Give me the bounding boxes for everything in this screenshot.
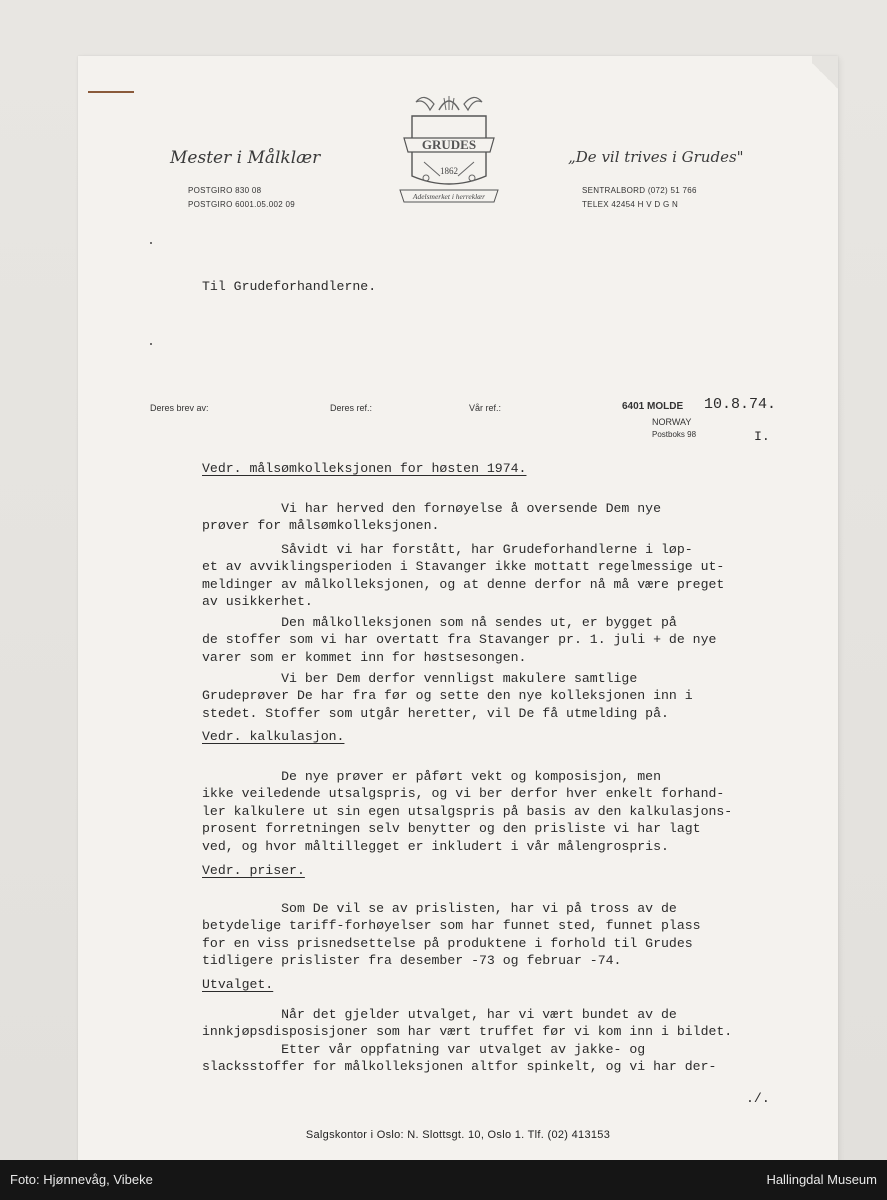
photo-credit: Foto: Hjønnevåg, Vibeke (10, 1172, 153, 1187)
postgiro-2: POSTGIRO 6001.05.002 09 (188, 200, 295, 209)
heading-malsom: Vedr. målsømkolleksjonen for høsten 1974. (202, 461, 527, 476)
paragraph-7: Når det gjelder utvalget, har vi vært bundet av de innkjøpsdisposisjoner som har vært truffet før vi kom inn i bildet. Etter vår oppfatning var utvalget av jakke- og slacksstoffer for målkolleksjonen altfor spinkelt, og vi har der- (202, 1007, 733, 1075)
sentralbord: SENTRALBORD (072) 51 766 (582, 186, 697, 195)
paragraph-6: Som De vil se av prislisten, har vi på tross av de betydelige tariff-forhøyelser som har funnet sted, funnet plass for en viss prisnedsettelse på produktene i forhold til Grudes tidligere prislister fra desember -73 og februar -74. (202, 901, 701, 969)
deres-ref-label: Deres ref.: (330, 403, 373, 413)
corner-fold (812, 56, 838, 96)
telex: TELEX 42454 H V D G N (582, 200, 679, 209)
continue-mark: ./. (746, 1091, 770, 1106)
recipient: Til Grudeforhandlerne. (202, 279, 377, 294)
postcode-city: 6401 MOLDE (622, 401, 684, 412)
paragraph-3: Den målkolleksjonen som nå sendes ut, er bygget på de stoffer som vi har overtatt fra Stavanger pr. 1. juli + de nye varer som er kommet inn for høstsesongen. (202, 615, 717, 665)
heading-kalkulasjon: Vedr. kalkulasjon. (202, 729, 345, 744)
postgiro-1: POSTGIRO 830 08 (188, 186, 262, 195)
postboks: Postboks 98 (652, 430, 697, 439)
logo-year: 1862 (440, 166, 458, 176)
punch-dot (150, 242, 152, 244)
grudes-logo (394, 88, 504, 212)
letter-date: 10.8.74. (704, 396, 777, 413)
punch-dot (150, 343, 152, 345)
paragraph-2: Såvidt vi har forstått, har Grudeforhandlerne i løp- et av avviklingsperioden i Stavanger ikke mottatt regelmessige ut- meldinger av målkolleksjonen, og at denne derfor nå må være preget av usikkerhet. (202, 542, 725, 610)
deres-brev-label: Deres brev av: (150, 403, 209, 413)
letter-page (78, 56, 838, 1164)
photo-caption-bar (0, 1160, 887, 1200)
page-number: I. (754, 429, 770, 444)
logo-ribbon: Adelsmerket i herreklær (412, 192, 486, 201)
var-ref-label: Vår ref.: (469, 403, 502, 413)
paragraph-5: De nye prøver er påført vekt og komposisjon, men ikke veiledende utsalgspris, og vi ber derfor hver enkelt forhand- ler kalkulere ut sin egen utsalgspris på basis av den kalkulasjons- prosent forretningen selv benytter og den prisliste vi har lagt ved, og hvor måltillegget er inkludert i vår målengrospris. (202, 769, 733, 854)
country: NORWAY (652, 417, 692, 427)
museum-name: Hallingdal Museum (766, 1172, 877, 1187)
heading-utvalget: Utvalget. (202, 977, 274, 992)
corner-mark (88, 91, 134, 93)
footer-sales-office: Salgskontor i Oslo: N. Slottsgt. 10, Oslo 1. Tlf. (02) 413153 (305, 1129, 611, 1141)
right-script-slogan: „De vil trives i Grudes" (568, 148, 744, 166)
heading-priser: Vedr. priser. (202, 863, 305, 878)
paragraph-4: Vi ber Dem derfor vennligst makulere samtlige Grudeprøver De har fra før og sette den nye kolleksjonen inn i stedet. Stoffer som utgår heretter, vil De få utmelding på. (202, 671, 693, 721)
logo-name: GRUDES (421, 137, 477, 152)
paragraph-1: Vi har herved den fornøyelse å oversende Dem nye prøver for målsømkolleksjonen. (202, 501, 661, 534)
left-script-slogan: Mester i Målklær (170, 148, 321, 168)
